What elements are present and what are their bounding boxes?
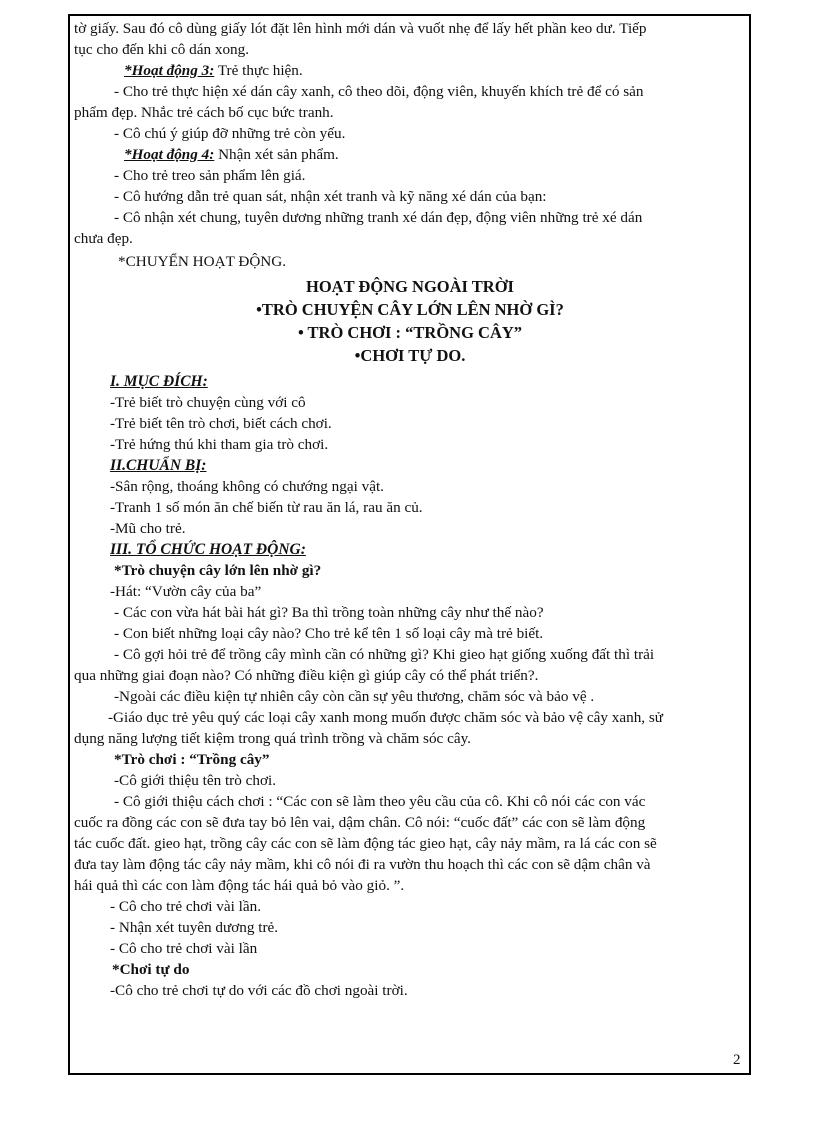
text-line: tác cuốc đất. gieo hạt, trồng cây các con sẽ làm động tác gieo hạt, cây nảy mầm, ra lá các con sẽ bbox=[74, 835, 657, 852]
text-line: hái quả thì các con làm động tác hái quả bỏ vào giỏ. ”. bbox=[74, 877, 405, 894]
activity-3-text: Trẻ thực hiện. bbox=[214, 62, 303, 79]
text-line: - Cho trẻ treo sản phẩm lên giá. bbox=[114, 167, 306, 184]
text-line: -Cô cho trẻ chơi tự do với các đồ chơi ngoài trời. bbox=[110, 982, 408, 999]
text-line: - Con biết những loại cây nào? Cho trẻ kể tên 1 số loại cây mà trẻ biết. bbox=[114, 625, 544, 642]
text-line: - Nhận xét tuyên dương trẻ. bbox=[110, 919, 279, 936]
text-line: -Ngoài các điều kiện tự nhiên cây còn cần sự yêu thương, chăm sóc và bảo vệ . bbox=[114, 688, 595, 705]
list-item: -Trẻ biết trò chuyện cùng với cô bbox=[110, 394, 306, 411]
section-3-heading: III. TỔ CHỨC HOẠT ĐỘNG: bbox=[110, 541, 306, 558]
text-line: - Cho trẻ thực hiện xé dán cây xanh, cô theo dõi, động viên, khuyến khích trẻ để có sản bbox=[114, 83, 644, 100]
free-play-subheading: *Chơi tự do bbox=[112, 961, 190, 978]
document-body bbox=[74, 18, 746, 1001]
transition-label: *CHUYỂN HOẠT ĐỘNG. bbox=[118, 253, 287, 270]
text-line: đưa tay làm động tác cây nảy mầm, khi cô nói đi ra vườn thu hoạch thì các con sẽ dậm chân và bbox=[74, 856, 651, 873]
list-item: -Trẻ biết tên trò chơi, biết cách chơi. bbox=[110, 415, 332, 432]
game-subheading: *Trò chơi : “Trồng cây” bbox=[114, 751, 270, 768]
text-line: - Cô chú ý giúp đỡ những trẻ còn yếu. bbox=[114, 125, 346, 142]
title-game: • TRÒ CHƠI : “TRỒNG CÂY” bbox=[297, 323, 523, 342]
title-talk: •TRÒ CHUYỆN CÂY LỚN LÊN NHỜ GÌ? bbox=[256, 300, 564, 319]
text-line: -Cô giới thiệu tên trò chơi. bbox=[114, 772, 277, 789]
text-line: - Cô cho trẻ chơi vài lần bbox=[110, 940, 258, 957]
activity-3-label: *Hoạt động 3: bbox=[124, 62, 215, 79]
text-line: - Cô hướng dẫn trẻ quan sát, nhận xét tranh và kỹ năng xé dán của bạn: bbox=[114, 188, 547, 205]
text-line: -Hát: “Vườn cây của ba” bbox=[110, 583, 262, 600]
text-line: - Cô cho trẻ chơi vài lần. bbox=[110, 898, 261, 915]
title-free-play: •CHƠI TỰ DO. bbox=[354, 346, 466, 365]
activity-4-text: Nhận xét sản phẩm. bbox=[214, 146, 339, 163]
text-line: tờ giấy. Sau đó cô dùng giấy lót đặt lên hình mới dán và vuốt nhẹ để lấy hết phần keo dư. Tiếp bbox=[74, 20, 647, 37]
text-line: - Cô giới thiệu cách chơi : “Các con sẽ làm theo yêu cầu của cô. Khi cô nói các con vác bbox=[114, 793, 646, 810]
text-line: chưa đẹp. bbox=[74, 230, 133, 247]
section-2-heading: II.CHUẨN BỊ: bbox=[110, 457, 207, 474]
list-item: -Tranh 1 số món ăn chế biến từ rau ăn lá, rau ăn củ. bbox=[110, 499, 423, 516]
text-line: qua những giai đoạn nào? Có những điều kiện gì giúp cây có thể phát triển?. bbox=[74, 667, 539, 684]
list-item: -Mũ cho trẻ. bbox=[110, 520, 186, 537]
text-line: cuốc ra đồng các con sẽ đưa tay bỏ lên vai, dậm chân. Cô nói: “cuốc đất” các con sẽ làm động bbox=[74, 814, 646, 831]
activity-4-label: *Hoạt động 4: bbox=[124, 146, 215, 163]
text-line: - Cô gợi hỏi trẻ để trồng cây mình cần có những gì? Khi gieo hạt giống xuống đất thì trải bbox=[114, 646, 655, 663]
section-1-heading: I. MỤC ĐÍCH: bbox=[110, 373, 208, 390]
page-number: 2 bbox=[733, 1052, 741, 1068]
list-item: -Sân rộng, thoáng không có chướng ngại vật. bbox=[110, 478, 384, 495]
text-line: -Giáo dục trẻ yêu quý các loại cây xanh mong muốn được chăm sóc và bảo vệ cây xanh, sử bbox=[108, 709, 664, 726]
text-line: tục cho đến khi cô dán xong. bbox=[74, 41, 250, 58]
text-line: - Các con vừa hát bài hát gì? Ba thì trồng toàn những cây như thế nào? bbox=[114, 604, 544, 621]
text-line: phẩm đẹp. Nhắc trẻ cách bố cục bức tranh. bbox=[74, 104, 334, 121]
activity-3-heading bbox=[74, 60, 746, 81]
title-outdoor-activity: HOẠT ĐỘNG NGOÀI TRỜI bbox=[306, 277, 514, 296]
list-item: -Trẻ hứng thú khi tham gia trò chơi. bbox=[110, 436, 329, 453]
activity-4-heading bbox=[74, 144, 746, 165]
text-line: - Cô nhận xét chung, tuyên dương những tranh xé dán đẹp, động viên những trẻ xé dán bbox=[114, 209, 643, 226]
talk-subheading: *Trò chuyện cây lớn lên nhờ gì? bbox=[114, 562, 322, 579]
text-line: dụng năng lượng tiết kiệm trong quá trình trồng và chăm sóc cây. bbox=[74, 730, 471, 747]
